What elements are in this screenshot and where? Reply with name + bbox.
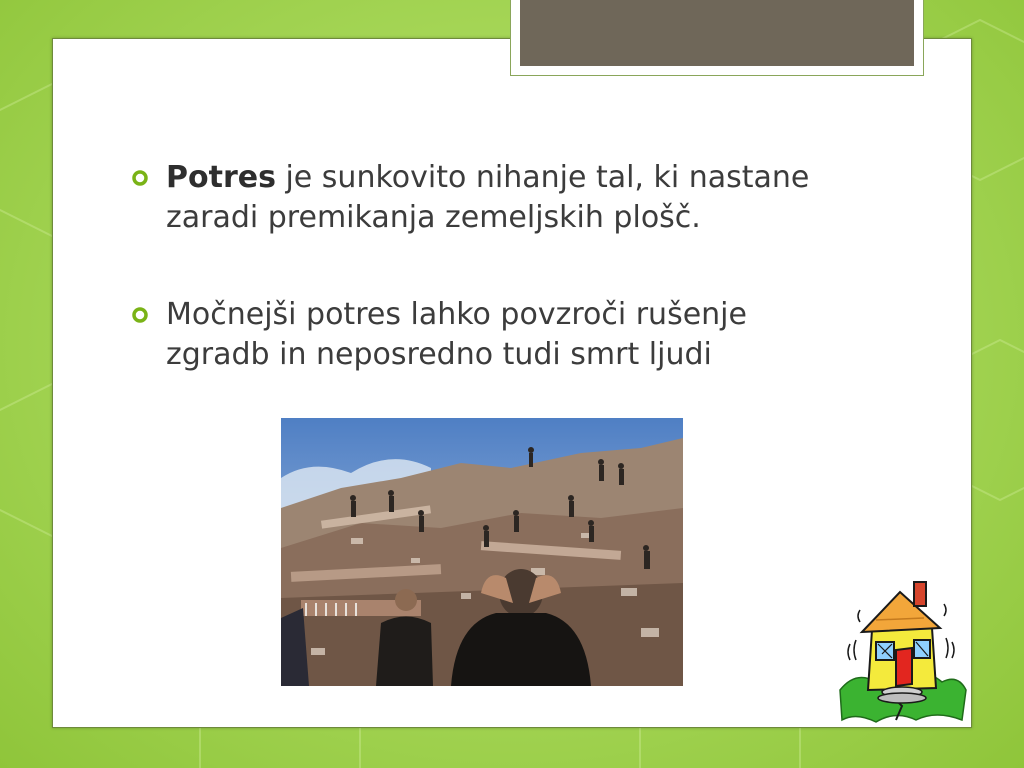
- title-box-fill: [520, 0, 914, 66]
- bullet-item-potres: [130, 158, 850, 238]
- earthquake-rubble-photo: [281, 418, 683, 686]
- bullet-item-mocnejsi: [130, 295, 850, 375]
- bullet-circle-icon: [132, 170, 148, 186]
- shaking-house-clipart: [836, 570, 970, 726]
- title-box: [510, 0, 924, 76]
- bullet-bold-term: Potres: [166, 160, 276, 195]
- bullet-text: je sunkovito nihanje tal, ki nastane zaradi premikanja zemeljskih plošč.: [166, 160, 810, 235]
- bullet-list: [130, 158, 850, 432]
- bullet-text: Močnejši potres lahko povzroči rušenje zgradb in neposredno tudi smrt ljudi: [166, 297, 747, 372]
- bullet-circle-icon: [132, 307, 148, 323]
